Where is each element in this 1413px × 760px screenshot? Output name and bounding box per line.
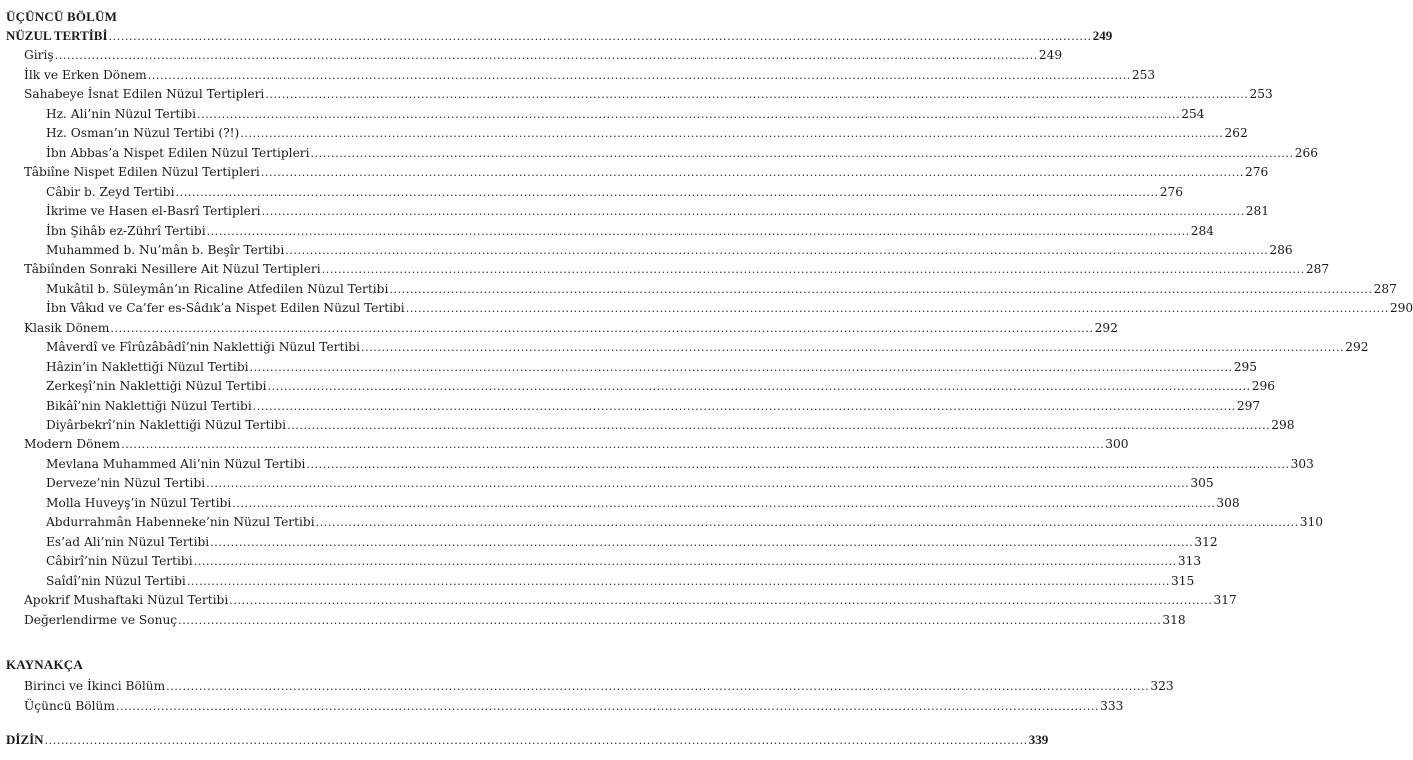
toc-entry-page-number: 298 bbox=[1271, 418, 1295, 432]
toc-entry bbox=[46, 144, 1318, 162]
toc-entry-title: İbn Abbas’a Nispet Edilen Nüzul Tertipleri bbox=[46, 145, 310, 160]
toc-entry-title: Hz. Osman’ın Nüzul Tertibi (?!) bbox=[46, 126, 240, 141]
toc-entry-page-number: 292 bbox=[1345, 340, 1369, 355]
dot-leader: ................................................................................................................................................................................................................................................ bbox=[54, 49, 1038, 63]
dot-leader: ................................................................................................................................................................................................................................................ bbox=[186, 574, 1171, 588]
dot-leader: ................................................................................................................................................................................................................................................ bbox=[115, 699, 1100, 713]
toc-entry-title: Hz. Ali’nin Nüzul Tertibi bbox=[46, 106, 197, 121]
dot-leader: ................................................................................................................................................................................................................................................ bbox=[310, 146, 1294, 160]
dot-leader: ................................................................................................................................................................................................................................................ bbox=[178, 613, 1162, 627]
toc-entry-title: Apokrif Mushaftaki Nüzul Tertibi bbox=[24, 593, 229, 608]
toc-entry bbox=[24, 677, 1174, 695]
toc-entry bbox=[46, 241, 1293, 259]
toc-entry bbox=[24, 435, 1129, 453]
toc-entry bbox=[46, 105, 1205, 123]
toc-entry bbox=[46, 338, 1369, 356]
toc-entry-title: Mukâtil b. Süleymân’ın Ricaline Atfedilen Nüzul Tertibi bbox=[46, 281, 389, 296]
dot-leader: ................................................................................................................................................................................................................................................ bbox=[44, 734, 1028, 747]
toc-entry bbox=[6, 27, 1113, 45]
toc-entry bbox=[24, 163, 1269, 181]
dot-leader: ................................................................................................................................................................................................................................................ bbox=[252, 399, 1236, 413]
toc-entry-title: Es’ad Ali’nin Nüzul Tertibi bbox=[46, 534, 210, 549]
toc-entry bbox=[24, 611, 1186, 629]
toc-entry bbox=[46, 222, 1215, 240]
toc-entry-page-number: 315 bbox=[1171, 573, 1195, 588]
toc-entry-title: Saîdî’nin Nüzul Tertibi bbox=[46, 573, 186, 588]
toc-entry-title: İbn Şihâb ez-Zührî Tertibi bbox=[46, 223, 206, 238]
dot-leader: ................................................................................................................................................................................................................................................ bbox=[315, 516, 1299, 530]
toc-entry-title: Mâverdî ve Fîrûzâbâdî’nin Naklettiği Nüzul Tertibi bbox=[46, 340, 361, 355]
toc-entry-page-number: 249 bbox=[1038, 48, 1063, 63]
toc-entry-title: Sahabeye İsnat Edilen Nüzul Tertipleri bbox=[24, 87, 265, 102]
toc-entry-page-number: 254 bbox=[1181, 106, 1205, 121]
toc-entry-page-number: 287 bbox=[1373, 281, 1397, 296]
dot-leader: ................................................................................................................................................................................................................................................ bbox=[175, 185, 1159, 199]
toc-entry-title: İkrime ve Hasen el-Basrî Tertipleri bbox=[46, 204, 261, 219]
toc-entry-page-number: 295 bbox=[1233, 359, 1257, 374]
toc-entry bbox=[24, 85, 1273, 103]
toc-entry-page-number: 276 bbox=[1159, 184, 1183, 199]
toc-entry bbox=[24, 260, 1330, 278]
references-title: KAYNAKÇA bbox=[6, 657, 83, 672]
toc-entry-title: Giriş bbox=[24, 48, 54, 63]
dot-leader: ................................................................................................................................................................................................................................................ bbox=[249, 360, 1233, 374]
dot-leader: ................................................................................................................................................................................................................................................ bbox=[321, 263, 1305, 277]
toc-entry-page-number: 317 bbox=[1213, 593, 1237, 608]
toc-entry bbox=[46, 533, 1218, 551]
dot-leader: ................................................................................................................................................................................................................................................ bbox=[166, 680, 1150, 693]
dot-leader: ................................................................................................................................................................................................................................................ bbox=[389, 282, 1373, 296]
toc-entry-title: NÜZUL TERTİBİ bbox=[6, 28, 108, 43]
toc-entry bbox=[46, 552, 1202, 570]
dot-leader: ................................................................................................................................................................................................................................................ bbox=[405, 302, 1389, 316]
dot-leader: ................................................................................................................................................................................................................................................ bbox=[240, 127, 1224, 141]
toc-entry-title: Tâbiîne Nispet Edilen Nüzul Tertipleri bbox=[24, 165, 260, 180]
toc-entry-title: Tâbiînden Sonraki Nesillere Ait Nüzul Tertipleri bbox=[24, 262, 321, 277]
toc-entry bbox=[46, 513, 1324, 531]
toc-entry bbox=[46, 299, 1413, 317]
section-title: ÜÇÜNCÜ BÖLÜM bbox=[6, 9, 118, 24]
toc-entry bbox=[24, 697, 1124, 715]
toc-entry bbox=[46, 377, 1276, 395]
toc-entry bbox=[24, 46, 1063, 64]
toc-entry-page-number: 281 bbox=[1245, 204, 1270, 219]
toc-entry-title: Câbirî’nin Nüzul Tertibi bbox=[46, 554, 193, 569]
toc-entry-title: Birinci ve İkinci Bölüm bbox=[24, 679, 166, 693]
toc-entry bbox=[46, 124, 1248, 142]
dot-leader: ................................................................................................................................................................................................................................................ bbox=[361, 341, 1345, 355]
toc-entry-title: Abdurrahmân Habenneke’nin Nüzul Tertibi bbox=[46, 515, 315, 530]
toc-entry bbox=[46, 358, 1257, 376]
toc-entry-title: Diyârbekrî’nin Naklettiği Nüzul Tertibi bbox=[46, 418, 287, 432]
toc-entry-title: Zerkeşî’nin Naklettiği Nüzul Tertibi bbox=[46, 379, 267, 394]
toc-entry-page-number: 303 bbox=[1290, 456, 1314, 471]
toc-entry-page-number: 286 bbox=[1269, 242, 1293, 257]
toc-entry-page-number: 253 bbox=[1249, 87, 1273, 102]
toc-entry-title: Mevlana Muhammed Ali’nin Nüzul Tertibi bbox=[46, 456, 306, 471]
toc-entry bbox=[6, 731, 1049, 749]
dot-leader: ................................................................................................................................................................................................................................................ bbox=[121, 438, 1105, 452]
toc-entry bbox=[46, 572, 1195, 590]
toc-entry-title: Bikâî’nin Naklettiği Nüzul Tertibi bbox=[46, 398, 252, 413]
toc-entry-page-number: 297 bbox=[1236, 398, 1261, 413]
toc-entry bbox=[46, 474, 1214, 492]
dot-leader: ................................................................................................................................................................................................................................................ bbox=[108, 30, 1092, 43]
toc-entry bbox=[24, 66, 1156, 84]
toc-entry bbox=[46, 280, 1397, 298]
toc-entry-title: Câbir b. Zeyd Tertibi bbox=[46, 184, 175, 199]
toc-entry bbox=[46, 202, 1270, 220]
toc-entry-page-number: 305 bbox=[1190, 476, 1214, 491]
toc-entry bbox=[46, 183, 1183, 201]
dot-leader: ................................................................................................................................................................................................................................................ bbox=[206, 224, 1190, 238]
toc-entry-page-number: 323 bbox=[1150, 679, 1174, 693]
toc-entry-page-number: 313 bbox=[1177, 554, 1202, 569]
toc-entry-title: Muhammed b. Nu’mân b. Beşîr Tertibi bbox=[46, 242, 285, 257]
toc-entry-page-number: 296 bbox=[1251, 379, 1276, 394]
dot-leader: ................................................................................................................................................................................................................................................ bbox=[147, 68, 1131, 82]
toc-entry bbox=[24, 319, 1118, 337]
toc-entry-page-number: 249 bbox=[1092, 28, 1113, 43]
toc-entry-title: Modern Dönem bbox=[24, 437, 121, 452]
toc-entry-title: Klasik Dönem bbox=[24, 320, 110, 335]
toc-entry-title: İbn Vâkıd ve Ca’fer es-Sâdık’a Nispet Edilen Nüzul Tertibi bbox=[46, 301, 405, 316]
toc-entry-title: Değerlendirme ve Sonuç bbox=[24, 612, 178, 627]
toc-entry-page-number: 287 bbox=[1305, 262, 1330, 277]
dot-leader: ................................................................................................................................................................................................................................................ bbox=[261, 205, 1245, 219]
toc-entry-title: DİZİN bbox=[6, 732, 44, 747]
dot-leader: ................................................................................................................................................................................................................................................ bbox=[306, 457, 1290, 471]
toc-entry-page-number: 339 bbox=[1028, 732, 1049, 747]
toc-entry-page-number: 253 bbox=[1131, 67, 1156, 82]
toc-entry bbox=[46, 494, 1240, 512]
toc-entry-page-number: 308 bbox=[1216, 495, 1240, 510]
toc-entry-page-number: 266 bbox=[1294, 145, 1318, 160]
toc-entry bbox=[46, 397, 1261, 415]
dot-leader: ................................................................................................................................................................................................................................................ bbox=[193, 555, 1177, 569]
dot-leader: ................................................................................................................................................................................................................................................ bbox=[197, 107, 1181, 121]
toc-entry-page-number: 276 bbox=[1245, 165, 1269, 180]
dot-leader: ................................................................................................................................................................................................................................................ bbox=[267, 380, 1251, 394]
dot-leader: ................................................................................................................................................................................................................................................ bbox=[206, 477, 1190, 491]
toc-entry-page-number: 318 bbox=[1162, 612, 1186, 627]
toc-entry-page-number: 292 bbox=[1094, 320, 1118, 335]
toc-entry-page-number: 333 bbox=[1100, 698, 1124, 713]
toc-entry-page-number: 312 bbox=[1194, 534, 1218, 549]
toc-entry bbox=[46, 416, 1295, 434]
dot-leader: ................................................................................................................................................................................................................................................ bbox=[265, 88, 1249, 102]
dot-leader: ................................................................................................................................................................................................................................................ bbox=[285, 243, 1269, 257]
dot-leader: ................................................................................................................................................................................................................................................ bbox=[229, 594, 1213, 608]
toc-entry bbox=[24, 591, 1237, 609]
dot-leader: ................................................................................................................................................................................................................................................ bbox=[260, 166, 1245, 180]
toc-entry-page-number: 300 bbox=[1105, 437, 1129, 452]
toc-entry-page-number: 284 bbox=[1190, 223, 1215, 238]
toc-entry-page-number: 290 bbox=[1389, 301, 1413, 316]
toc-entry-title: Üçüncü Bölüm bbox=[24, 698, 115, 713]
toc-entry-title: Hâzin’in Naklettiği Nüzul Tertibi bbox=[46, 359, 249, 374]
toc-entry-title: İlk ve Erken Dönem bbox=[24, 67, 147, 82]
dot-leader: ................................................................................................................................................................................................................................................ bbox=[232, 496, 1216, 510]
toc-entry bbox=[46, 455, 1314, 473]
toc-entry-page-number: 262 bbox=[1224, 126, 1248, 141]
toc-entry-title: Derveze’nin Nüzul Tertibi bbox=[46, 476, 206, 491]
toc-entry-page-number: 310 bbox=[1299, 515, 1324, 530]
dot-leader: ................................................................................................................................................................................................................................................ bbox=[110, 321, 1094, 335]
dot-leader: ................................................................................................................................................................................................................................................ bbox=[210, 535, 1194, 549]
toc-entry-title: Molla Huveyş’in Nüzul Tertibi bbox=[46, 495, 232, 510]
dot-leader: ................................................................................................................................................................................................................................................ bbox=[287, 419, 1271, 432]
